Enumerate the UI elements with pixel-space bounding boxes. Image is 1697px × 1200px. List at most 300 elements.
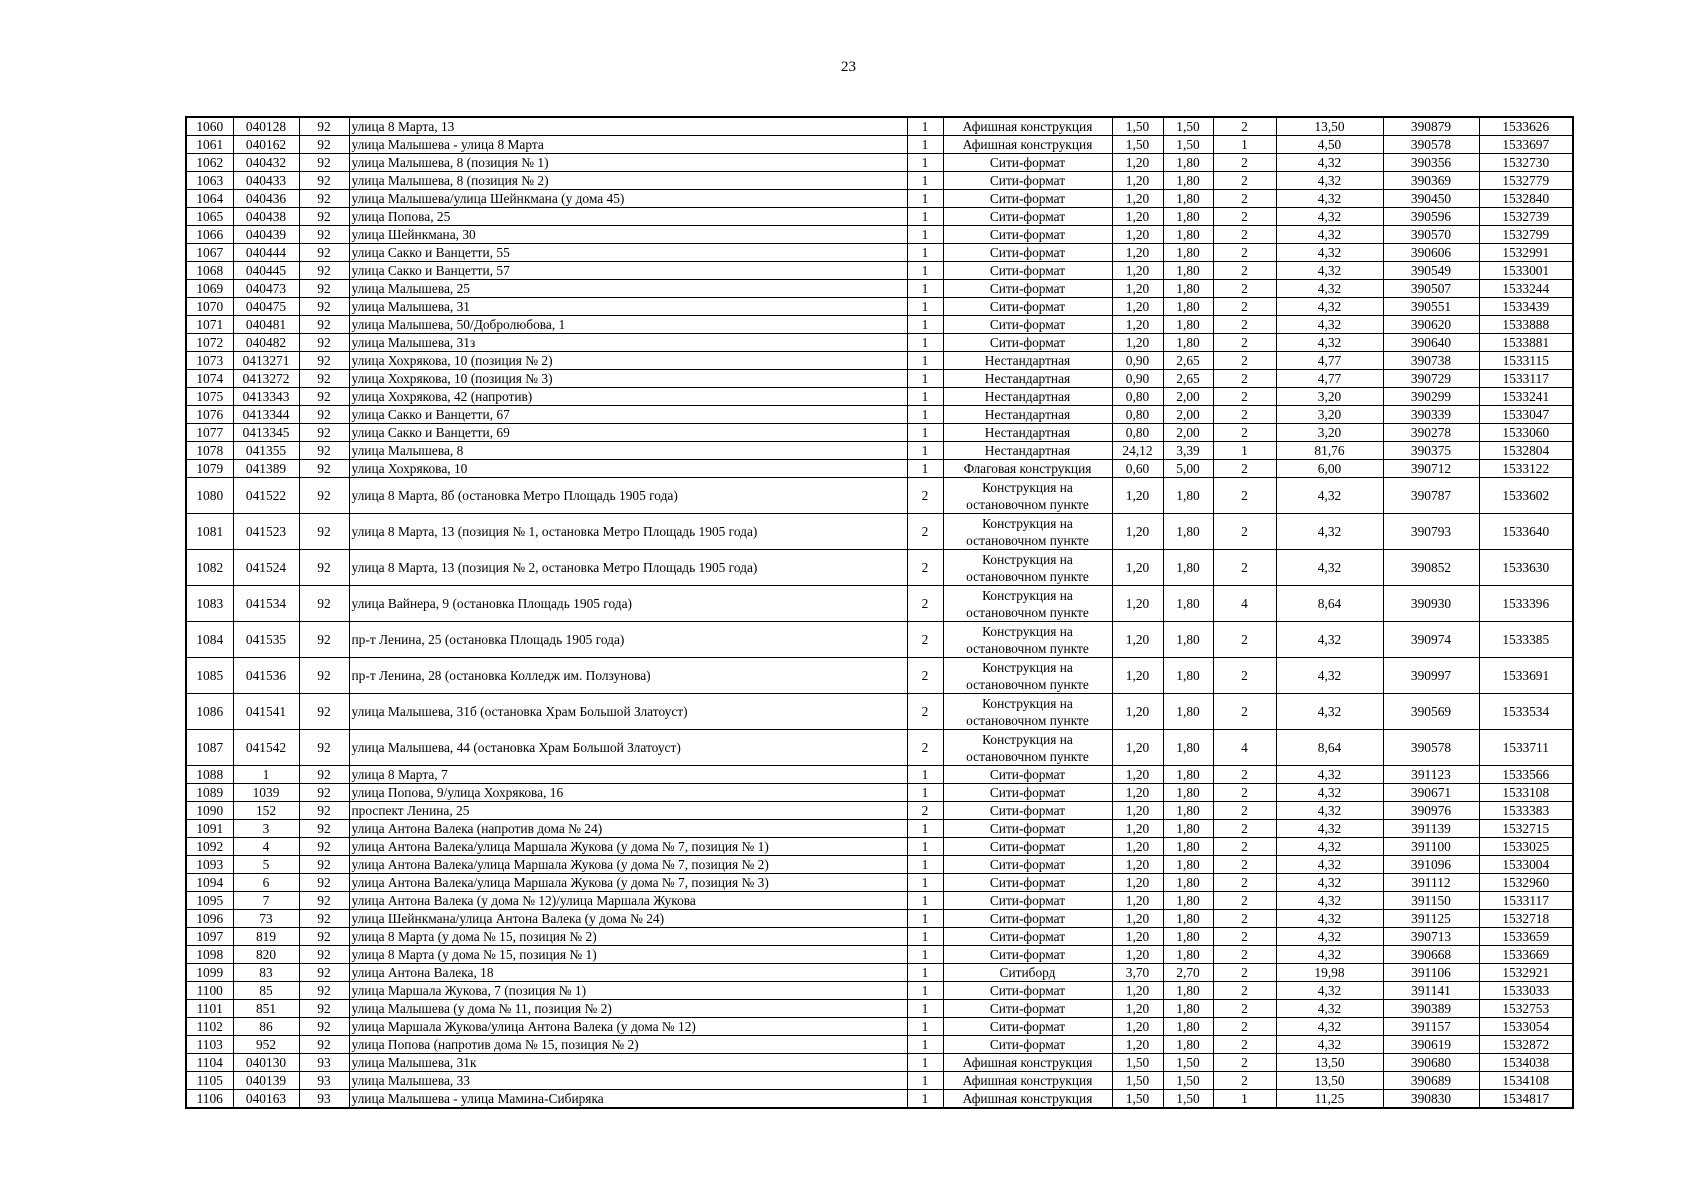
- cell-coord-y: 1533115: [1479, 352, 1573, 370]
- cell-side-count: 2: [1213, 478, 1276, 514]
- cell-row-number: 1083: [186, 586, 233, 622]
- cell-district-code: 92: [299, 424, 349, 442]
- cell-coord-y: 1533888: [1479, 316, 1573, 334]
- cell-area: 4,32: [1276, 190, 1383, 208]
- cell-height: 1,80: [1163, 766, 1213, 784]
- cell-coord-y: 1533566: [1479, 766, 1573, 784]
- cell-side-count: 2: [1213, 550, 1276, 586]
- cell-coord-x: 390680: [1383, 1054, 1479, 1072]
- cell-sides-cell: 1: [907, 370, 943, 388]
- table-row: [186, 928, 1573, 946]
- cell-coord-y: 1533640: [1479, 514, 1573, 550]
- cell-coord-x: 390976: [1383, 802, 1479, 820]
- cell-sides-cell: 2: [907, 586, 943, 622]
- cell-width: 1,20: [1112, 514, 1163, 550]
- cell-area: 3,20: [1276, 406, 1383, 424]
- cell-coord-x: 391157: [1383, 1018, 1479, 1036]
- cell-side-count: 2: [1213, 514, 1276, 550]
- cell-area: 4,32: [1276, 694, 1383, 730]
- cell-coord-x: 390830: [1383, 1090, 1479, 1109]
- cell-district-code: 92: [299, 352, 349, 370]
- cell-address: улица 8 Марта, 13 (позиция № 1, остановка Метро Площадь 1905 года): [349, 514, 907, 550]
- cell-width: 1,20: [1112, 298, 1163, 316]
- cell-row-number: 1082: [186, 550, 233, 586]
- cell-side-count: 2: [1213, 1054, 1276, 1072]
- cell-coord-x: 391141: [1383, 982, 1479, 1000]
- cell-height: 2,70: [1163, 964, 1213, 982]
- cell-height: 1,80: [1163, 190, 1213, 208]
- cell-address: улица Попова, 25: [349, 208, 907, 226]
- cell-sides-cell: 2: [907, 514, 943, 550]
- cell-row-number: 1066: [186, 226, 233, 244]
- cell-construction-type: Нестандартная: [943, 352, 1112, 370]
- cell-area: 4,32: [1276, 892, 1383, 910]
- cell-height: 1,80: [1163, 334, 1213, 352]
- cell-sides-cell: 1: [907, 1036, 943, 1054]
- cell-area: 13,50: [1276, 117, 1383, 136]
- table-row: [186, 478, 1573, 514]
- cell-district-code: 92: [299, 154, 349, 172]
- cell-construction-code: 040473: [233, 280, 299, 298]
- table-row: [186, 766, 1573, 784]
- cell-row-number: 1095: [186, 892, 233, 910]
- cell-construction-type: Конструкция на остановочном пункте: [943, 478, 1112, 514]
- cell-side-count: 2: [1213, 1000, 1276, 1018]
- cell-width: 1,20: [1112, 244, 1163, 262]
- cell-side-count: 2: [1213, 1072, 1276, 1090]
- cell-coord-y: 1533626: [1479, 117, 1573, 136]
- cell-address: улица Малышева, 44 (остановка Храм Большой Златоуст): [349, 730, 907, 766]
- cell-sides-cell: 1: [907, 334, 943, 352]
- cell-row-number: 1069: [186, 280, 233, 298]
- cell-height: 1,80: [1163, 280, 1213, 298]
- table-row: [186, 802, 1573, 820]
- cell-construction-type: Сити-формат: [943, 802, 1112, 820]
- cell-height: 1,80: [1163, 910, 1213, 928]
- cell-area: 4,32: [1276, 154, 1383, 172]
- cell-height: 1,80: [1163, 694, 1213, 730]
- cell-construction-type: Сити-формат: [943, 820, 1112, 838]
- table-row: [186, 964, 1573, 982]
- cell-side-count: 2: [1213, 190, 1276, 208]
- table-row: [186, 910, 1573, 928]
- cell-construction-type: Сити-формат: [943, 316, 1112, 334]
- cell-address: улица Сакко и Ванцетти, 55: [349, 244, 907, 262]
- cell-district-code: 92: [299, 694, 349, 730]
- cell-area: 4,50: [1276, 136, 1383, 154]
- cell-height: 1,80: [1163, 658, 1213, 694]
- cell-construction-type: Сити-формат: [943, 874, 1112, 892]
- cell-sides-cell: 1: [907, 406, 943, 424]
- cell-construction-type: Сити-формат: [943, 262, 1112, 280]
- cell-side-count: 2: [1213, 802, 1276, 820]
- cell-sides-cell: 1: [907, 154, 943, 172]
- table-row: [186, 370, 1573, 388]
- cell-construction-code: 040163: [233, 1090, 299, 1109]
- cell-sides-cell: 1: [907, 964, 943, 982]
- cell-side-count: 2: [1213, 1018, 1276, 1036]
- cell-row-number: 1077: [186, 424, 233, 442]
- cell-construction-type: Ситиборд: [943, 964, 1112, 982]
- cell-row-number: 1102: [186, 1018, 233, 1036]
- cell-address: улица Малышева, 8: [349, 442, 907, 460]
- cell-width: 1,20: [1112, 1036, 1163, 1054]
- cell-sides-cell: 1: [907, 262, 943, 280]
- cell-width: 0,80: [1112, 388, 1163, 406]
- cell-address: улица Попова, 9/улица Хохрякова, 16: [349, 784, 907, 802]
- cell-address: улица Антона Валека/улица Маршала Жукова (у дома № 7, позиция № 1): [349, 838, 907, 856]
- cell-district-code: 92: [299, 136, 349, 154]
- cell-area: 4,32: [1276, 1036, 1383, 1054]
- cell-width: 0,80: [1112, 424, 1163, 442]
- cell-coord-y: 1533108: [1479, 784, 1573, 802]
- cell-side-count: 2: [1213, 352, 1276, 370]
- cell-construction-type: Сити-формат: [943, 172, 1112, 190]
- cell-address: улица 8 Марта, 13 (позиция № 2, остановка Метро Площадь 1905 года): [349, 550, 907, 586]
- cell-width: 1,20: [1112, 766, 1163, 784]
- cell-row-number: 1087: [186, 730, 233, 766]
- cell-row-number: 1086: [186, 694, 233, 730]
- cell-row-number: 1076: [186, 406, 233, 424]
- cell-area: 4,32: [1276, 658, 1383, 694]
- cell-address: улица Малышева, 8 (позиция № 2): [349, 172, 907, 190]
- cell-coord-y: 1533669: [1479, 946, 1573, 964]
- cell-construction-type: Конструкция на остановочном пункте: [943, 658, 1112, 694]
- cell-sides-cell: 1: [907, 946, 943, 964]
- cell-coord-y: 1533439: [1479, 298, 1573, 316]
- cell-area: 4,32: [1276, 514, 1383, 550]
- cell-coord-y: 1532804: [1479, 442, 1573, 460]
- cell-height: 1,80: [1163, 820, 1213, 838]
- cell-row-number: 1091: [186, 820, 233, 838]
- cell-construction-code: 040128: [233, 117, 299, 136]
- cell-construction-type: Сити-формат: [943, 1018, 1112, 1036]
- cell-address: улица Малышева, 50/Добролюбова, 1: [349, 316, 907, 334]
- cell-width: 1,20: [1112, 928, 1163, 946]
- table-row: [186, 460, 1573, 478]
- cell-construction-type: Сити-формат: [943, 766, 1112, 784]
- table-row: [186, 1054, 1573, 1072]
- cell-row-number: 1061: [186, 136, 233, 154]
- cell-row-number: 1074: [186, 370, 233, 388]
- cell-address: улица Хохрякова, 10: [349, 460, 907, 478]
- cell-address: улица Малышева, 8 (позиция № 1): [349, 154, 907, 172]
- cell-row-number: 1103: [186, 1036, 233, 1054]
- cell-width: 0,60: [1112, 460, 1163, 478]
- table-row: [186, 352, 1573, 370]
- cell-height: 1,80: [1163, 172, 1213, 190]
- cell-side-count: 2: [1213, 388, 1276, 406]
- cell-side-count: 2: [1213, 658, 1276, 694]
- table-row: [186, 892, 1573, 910]
- cell-address: улица Малышева, 31: [349, 298, 907, 316]
- cell-coord-y: 1532840: [1479, 190, 1573, 208]
- cell-construction-type: Нестандартная: [943, 442, 1112, 460]
- cell-width: 1,20: [1112, 622, 1163, 658]
- cell-side-count: 2: [1213, 784, 1276, 802]
- cell-construction-type: Сити-формат: [943, 190, 1112, 208]
- cell-area: 4,32: [1276, 820, 1383, 838]
- cell-construction-type: Сити-формат: [943, 208, 1112, 226]
- cell-address: улица Антона Валека (у дома № 12)/улица Маршала Жукова: [349, 892, 907, 910]
- cell-construction-code: 152: [233, 802, 299, 820]
- cell-sides-cell: 1: [907, 388, 943, 406]
- cell-sides-cell: 1: [907, 316, 943, 334]
- cell-area: 4,32: [1276, 1018, 1383, 1036]
- table-row: [186, 280, 1573, 298]
- cell-sides-cell: 2: [907, 802, 943, 820]
- cell-construction-type: Нестандартная: [943, 388, 1112, 406]
- cell-coord-y: 1532753: [1479, 1000, 1573, 1018]
- table-row: [186, 154, 1573, 172]
- cell-district-code: 92: [299, 298, 349, 316]
- cell-construction-type: Нестандартная: [943, 424, 1112, 442]
- table-row: [186, 784, 1573, 802]
- cell-address: улица Антона Валека (напротив дома № 24): [349, 820, 907, 838]
- cell-row-number: 1080: [186, 478, 233, 514]
- cell-side-count: 2: [1213, 910, 1276, 928]
- cell-coord-y: 1533117: [1479, 370, 1573, 388]
- cell-height: 2,65: [1163, 352, 1213, 370]
- cell-sides-cell: 1: [907, 838, 943, 856]
- table-row: [186, 262, 1573, 280]
- cell-coord-y: 1532739: [1479, 208, 1573, 226]
- cell-construction-type: Афишная конструкция: [943, 1072, 1112, 1090]
- cell-row-number: 1072: [186, 334, 233, 352]
- cell-coord-x: 391106: [1383, 964, 1479, 982]
- cell-side-count: 2: [1213, 460, 1276, 478]
- cell-coord-y: 1533001: [1479, 262, 1573, 280]
- cell-row-number: 1097: [186, 928, 233, 946]
- cell-side-count: 2: [1213, 424, 1276, 442]
- cell-address: улица Хохрякова, 10 (позиция № 3): [349, 370, 907, 388]
- cell-side-count: 2: [1213, 928, 1276, 946]
- cell-district-code: 92: [299, 838, 349, 856]
- table-row: [186, 514, 1573, 550]
- cell-construction-type: Флаговая конструкция: [943, 460, 1112, 478]
- cell-coord-y: 1533691: [1479, 658, 1573, 694]
- table-row: [186, 226, 1573, 244]
- cell-width: 1,50: [1112, 117, 1163, 136]
- cell-construction-type: Нестандартная: [943, 406, 1112, 424]
- cell-side-count: 2: [1213, 946, 1276, 964]
- cell-row-number: 1100: [186, 982, 233, 1000]
- cell-area: 13,50: [1276, 1054, 1383, 1072]
- cell-address: улица Антона Валека, 18: [349, 964, 907, 982]
- cell-row-number: 1062: [186, 154, 233, 172]
- cell-district-code: 92: [299, 550, 349, 586]
- table-row: [186, 820, 1573, 838]
- cell-area: 4,32: [1276, 910, 1383, 928]
- cell-construction-type: Конструкция на остановочном пункте: [943, 622, 1112, 658]
- cell-district-code: 92: [299, 190, 349, 208]
- cell-construction-code: 83: [233, 964, 299, 982]
- cell-row-number: 1065: [186, 208, 233, 226]
- cell-width: 0,90: [1112, 352, 1163, 370]
- cell-area: 3,20: [1276, 388, 1383, 406]
- cell-address: улица Сакко и Ванцетти, 57: [349, 262, 907, 280]
- cell-area: 4,32: [1276, 478, 1383, 514]
- cell-construction-type: Конструкция на остановочном пункте: [943, 586, 1112, 622]
- cell-address: улица 8 Марта (у дома № 15, позиция № 2): [349, 928, 907, 946]
- cell-area: 4,32: [1276, 226, 1383, 244]
- cell-district-code: 92: [299, 280, 349, 298]
- cell-coord-x: 390339: [1383, 406, 1479, 424]
- cell-row-number: 1096: [186, 910, 233, 928]
- cell-construction-type: Конструкция на остановочном пункте: [943, 550, 1112, 586]
- cell-area: 4,32: [1276, 784, 1383, 802]
- cell-coord-x: 390551: [1383, 298, 1479, 316]
- cell-district-code: 92: [299, 117, 349, 136]
- table-row: [186, 298, 1573, 316]
- cell-coord-x: 390578: [1383, 730, 1479, 766]
- cell-area: 4,77: [1276, 352, 1383, 370]
- cell-coord-x: 391150: [1383, 892, 1479, 910]
- cell-district-code: 92: [299, 244, 349, 262]
- cell-district-code: 92: [299, 784, 349, 802]
- cell-area: 6,00: [1276, 460, 1383, 478]
- cell-row-number: 1098: [186, 946, 233, 964]
- cell-height: 1,80: [1163, 154, 1213, 172]
- cell-row-number: 1093: [186, 856, 233, 874]
- cell-address: улица Антона Валека/улица Маршала Жукова (у дома № 7, позиция № 3): [349, 874, 907, 892]
- cell-width: 1,20: [1112, 172, 1163, 190]
- cell-width: 3,70: [1112, 964, 1163, 982]
- cell-coord-x: 390974: [1383, 622, 1479, 658]
- cell-area: 8,64: [1276, 730, 1383, 766]
- cell-sides-cell: 1: [907, 856, 943, 874]
- cell-address: улица Малышева (у дома № 11, позиция № 2): [349, 1000, 907, 1018]
- cell-construction-code: 1039: [233, 784, 299, 802]
- cell-side-count: 4: [1213, 730, 1276, 766]
- cell-construction-code: 86: [233, 1018, 299, 1036]
- cell-side-count: 2: [1213, 117, 1276, 136]
- cell-coord-x: 390930: [1383, 586, 1479, 622]
- cell-height: 1,50: [1163, 117, 1213, 136]
- cell-height: 1,80: [1163, 226, 1213, 244]
- cell-sides-cell: 1: [907, 928, 943, 946]
- cell-construction-type: Сити-формат: [943, 982, 1112, 1000]
- table-row: [186, 1036, 1573, 1054]
- cell-row-number: 1060: [186, 117, 233, 136]
- cell-height: 1,50: [1163, 1054, 1213, 1072]
- cell-coord-y: 1532921: [1479, 964, 1573, 982]
- cell-coord-y: 1533602: [1479, 478, 1573, 514]
- cell-height: 1,50: [1163, 136, 1213, 154]
- cell-address: улица Малышева - улица Мамина-Сибиряка: [349, 1090, 907, 1109]
- table-row: [186, 1072, 1573, 1090]
- cell-side-count: 2: [1213, 964, 1276, 982]
- cell-construction-type: Сити-формат: [943, 892, 1112, 910]
- cell-width: 1,20: [1112, 802, 1163, 820]
- cell-construction-type: Сити-формат: [943, 910, 1112, 928]
- table-row: [186, 874, 1573, 892]
- table-row: [186, 136, 1573, 154]
- cell-address: улица Шейнкмана, 30: [349, 226, 907, 244]
- cell-side-count: 2: [1213, 334, 1276, 352]
- cell-construction-type: Сити-формат: [943, 334, 1112, 352]
- cell-construction-type: Афишная конструкция: [943, 1090, 1112, 1109]
- cell-district-code: 92: [299, 982, 349, 1000]
- cell-construction-code: 5: [233, 856, 299, 874]
- cell-coord-y: 1533241: [1479, 388, 1573, 406]
- cell-side-count: 2: [1213, 172, 1276, 190]
- cell-construction-code: 041522: [233, 478, 299, 514]
- cell-coord-y: 1534817: [1479, 1090, 1573, 1109]
- cell-sides-cell: 1: [907, 226, 943, 244]
- cell-district-code: 92: [299, 370, 349, 388]
- cell-width: 1,20: [1112, 874, 1163, 892]
- cell-width: 1,20: [1112, 856, 1163, 874]
- cell-coord-x: 390738: [1383, 352, 1479, 370]
- cell-side-count: 2: [1213, 316, 1276, 334]
- cell-height: 1,80: [1163, 316, 1213, 334]
- cell-coord-x: 390712: [1383, 460, 1479, 478]
- cell-construction-code: 040475: [233, 298, 299, 316]
- cell-construction-code: 040436: [233, 190, 299, 208]
- cell-coord-x: 390713: [1383, 928, 1479, 946]
- cell-sides-cell: 2: [907, 658, 943, 694]
- cell-height: 1,80: [1163, 784, 1213, 802]
- cell-construction-type: Сити-формат: [943, 838, 1112, 856]
- cell-side-count: 2: [1213, 298, 1276, 316]
- cell-width: 1,20: [1112, 982, 1163, 1000]
- table-row: [186, 1090, 1573, 1109]
- cell-coord-x: 390879: [1383, 117, 1479, 136]
- cell-sides-cell: 1: [907, 172, 943, 190]
- cell-row-number: 1106: [186, 1090, 233, 1109]
- cell-coord-x: 390549: [1383, 262, 1479, 280]
- table-row: [186, 172, 1573, 190]
- cell-width: 1,50: [1112, 136, 1163, 154]
- cell-address: улица Маршала Жукова, 7 (позиция № 1): [349, 982, 907, 1000]
- cell-width: 1,20: [1112, 208, 1163, 226]
- table-row: [186, 244, 1573, 262]
- cell-district-code: 92: [299, 802, 349, 820]
- cell-row-number: 1073: [186, 352, 233, 370]
- registry-body: [186, 117, 1573, 1108]
- cell-coord-x: 390578: [1383, 136, 1479, 154]
- cell-construction-type: Сити-формат: [943, 1036, 1112, 1054]
- cell-width: 1,50: [1112, 1090, 1163, 1109]
- cell-sides-cell: 2: [907, 478, 943, 514]
- cell-address: улица Малышева, 31з: [349, 334, 907, 352]
- cell-width: 1,20: [1112, 910, 1163, 928]
- cell-row-number: 1104: [186, 1054, 233, 1072]
- cell-construction-code: 040130: [233, 1054, 299, 1072]
- table-row: [186, 694, 1573, 730]
- cell-side-count: 2: [1213, 226, 1276, 244]
- cell-coord-x: 390619: [1383, 1036, 1479, 1054]
- cell-address: улица Малышева, 33: [349, 1072, 907, 1090]
- cell-coord-x: 391112: [1383, 874, 1479, 892]
- registry-table: [185, 116, 1574, 1109]
- cell-height: 1,80: [1163, 262, 1213, 280]
- cell-coord-x: 390596: [1383, 208, 1479, 226]
- cell-sides-cell: 1: [907, 298, 943, 316]
- cell-construction-code: 820: [233, 946, 299, 964]
- cell-construction-type: Сити-формат: [943, 244, 1112, 262]
- cell-width: 1,20: [1112, 316, 1163, 334]
- cell-side-count: 2: [1213, 1036, 1276, 1054]
- cell-sides-cell: 1: [907, 1054, 943, 1072]
- cell-coord-y: 1532872: [1479, 1036, 1573, 1054]
- cell-construction-code: 6: [233, 874, 299, 892]
- table-row: [186, 316, 1573, 334]
- cell-coord-y: 1533534: [1479, 694, 1573, 730]
- cell-coord-y: 1533396: [1479, 586, 1573, 622]
- cell-coord-x: 390729: [1383, 370, 1479, 388]
